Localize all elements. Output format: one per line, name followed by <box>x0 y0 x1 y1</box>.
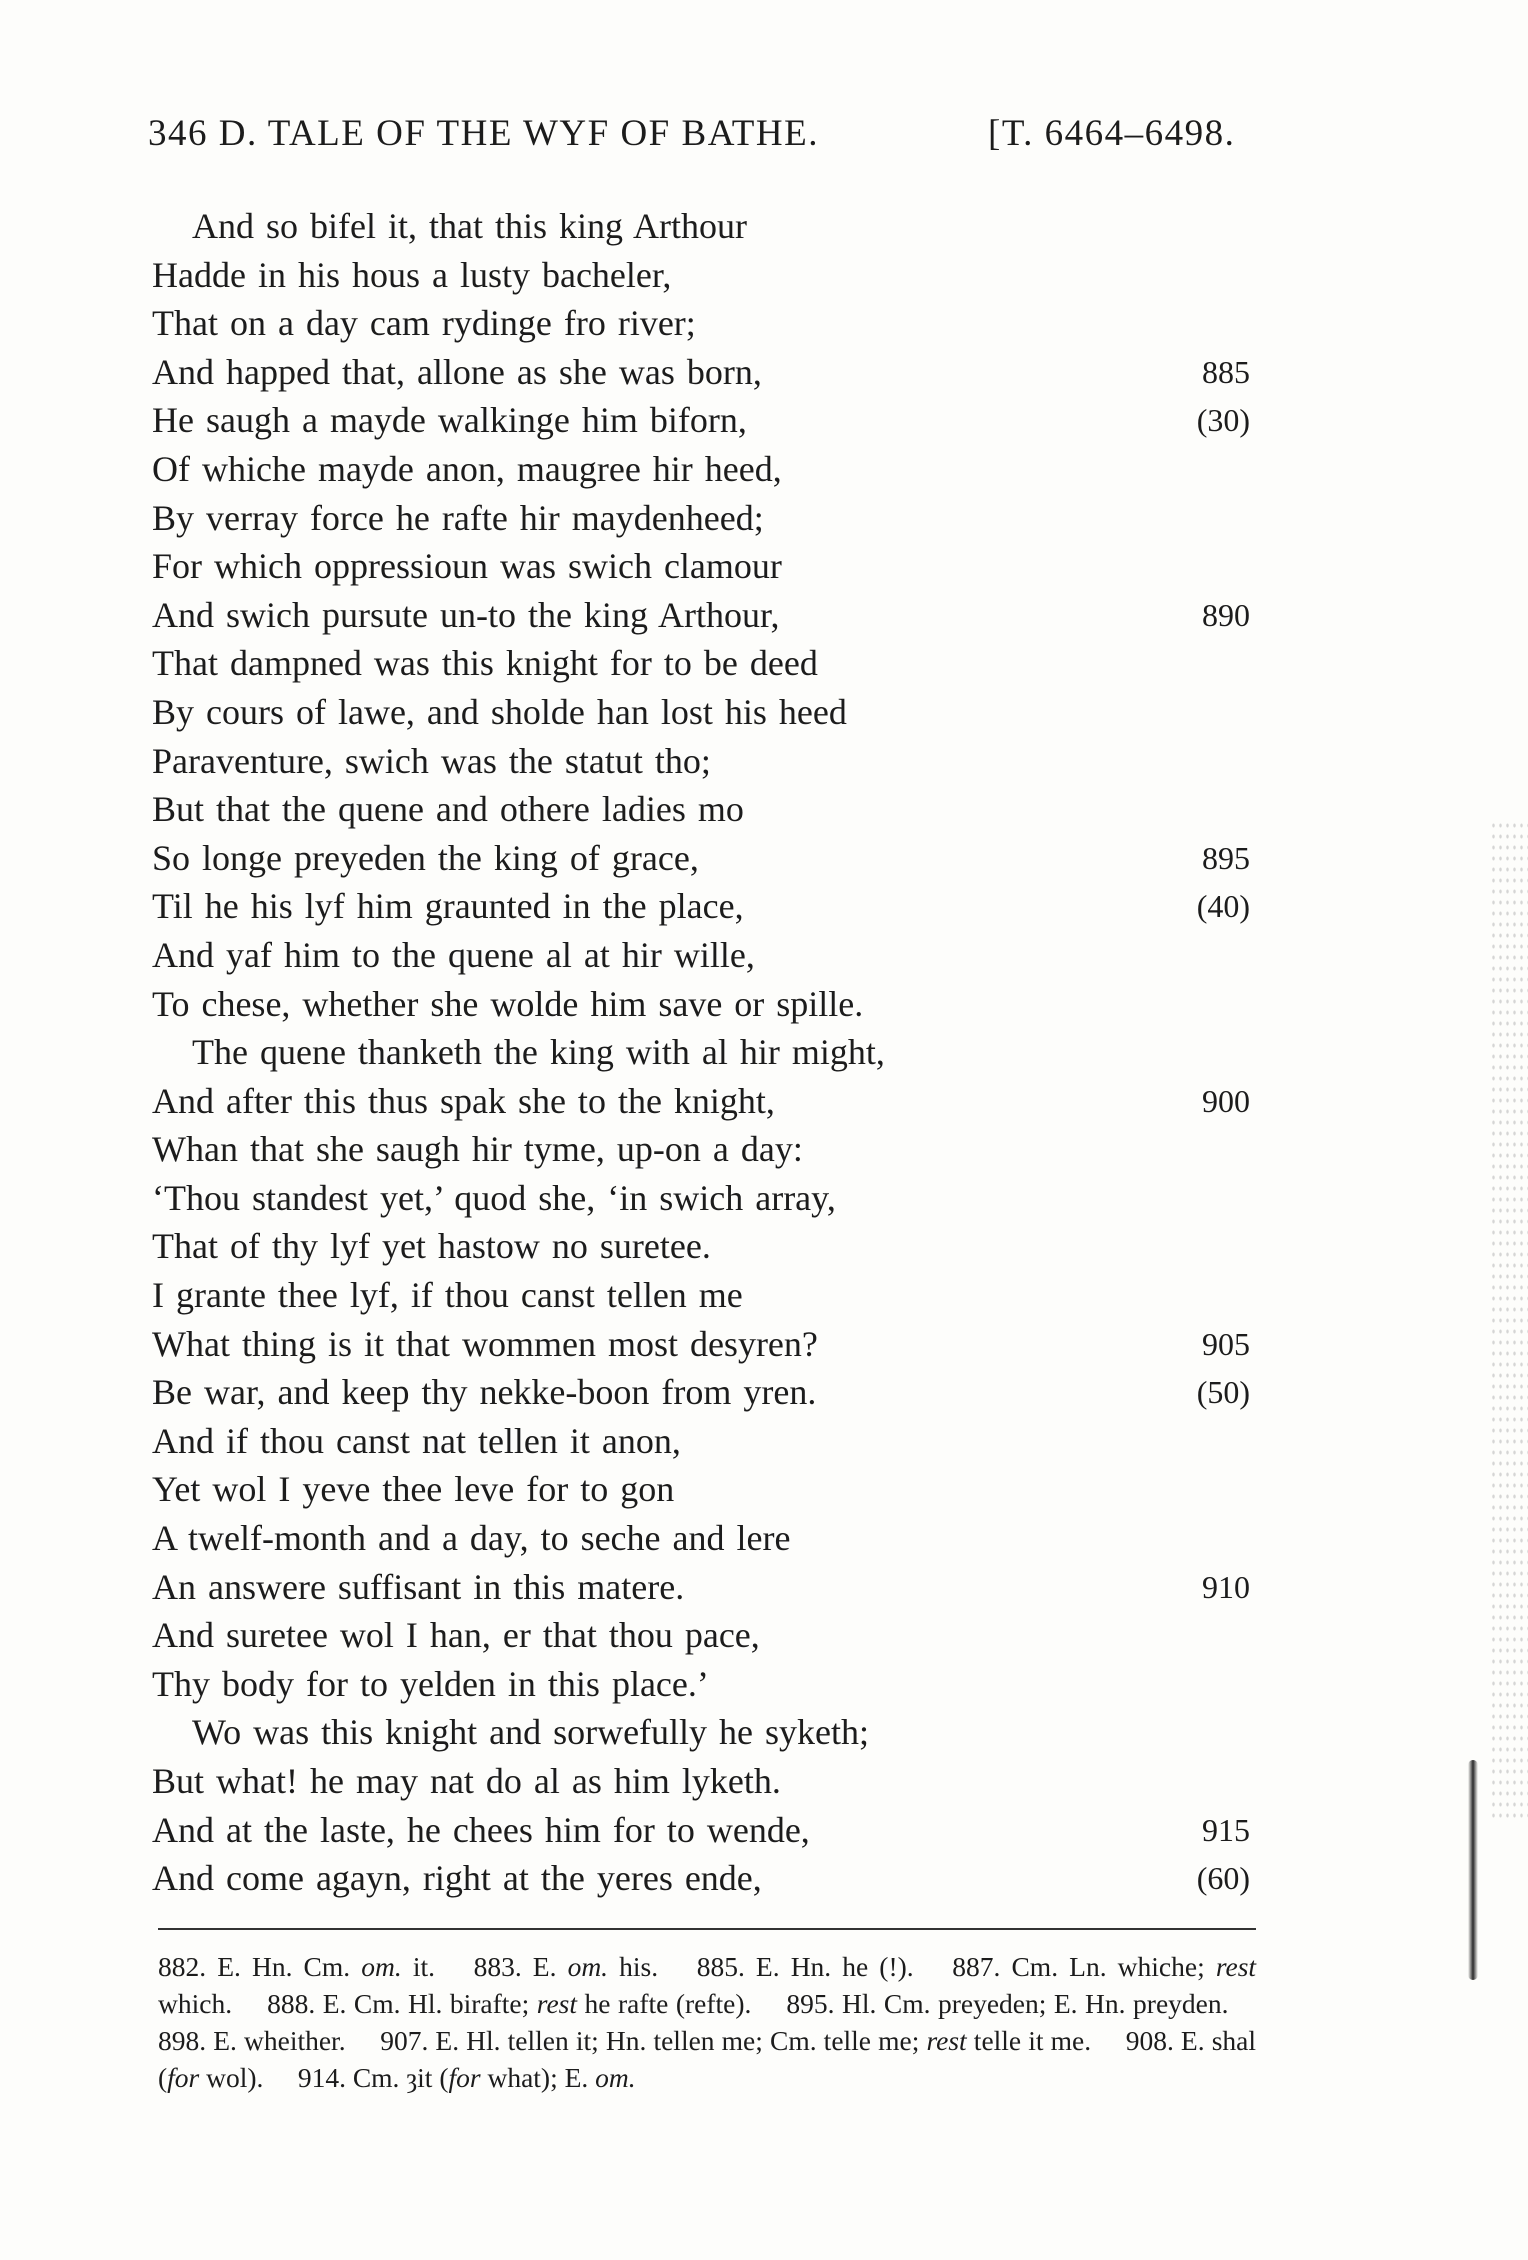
footnote-italic: rest <box>926 2025 967 2056</box>
footnote-italic: rest <box>1215 1951 1257 1982</box>
verse-line <box>0 348 1528 397</box>
footnotes <box>158 1948 1256 2096</box>
footnote-text: 895. Hl. Cm. preyeden; E. Hn. preyden. <box>786 1988 1229 2019</box>
footnote-italic: for <box>167 2062 200 2093</box>
footnote-text: 882. E. Hn. Cm. <box>158 1951 362 1982</box>
footnote <box>298 2062 636 2093</box>
verse-line <box>0 834 1528 883</box>
verse-text: Of whiche mayde anon, maugree hir heed, <box>152 448 782 489</box>
footnote-italic: om. <box>361 1951 402 1982</box>
verse-line <box>0 737 1528 786</box>
footnote <box>380 2025 1091 2056</box>
verse-line <box>0 251 1528 300</box>
verse-text: So longe preyeden the king of grace, <box>152 837 699 878</box>
verse-text: ‘Thou standest yet,’ quod she, ‘in swich array, <box>152 1177 836 1218</box>
verse-text: What thing is it that wommen most desyren? <box>152 1323 818 1364</box>
verse-text: Yet wol I yeve thee leve for to gon <box>152 1469 675 1510</box>
footnote <box>474 1951 659 1982</box>
verse-line <box>0 494 1528 543</box>
verse-text: Til he his lyf him graunted in the place, <box>152 886 744 927</box>
verse-text: For which oppressioun was swich clamour <box>152 546 782 587</box>
line-number: (50) <box>1196 1374 1250 1411</box>
verse-line <box>0 1563 1528 1612</box>
footnote-text: 908. E. shal ( <box>158 2025 1257 2093</box>
footnote-text: 883. E. <box>473 1951 568 1982</box>
verse-line <box>0 591 1528 640</box>
footnote-italic: rest <box>536 1988 577 2019</box>
footnote-divider <box>158 1928 1256 1930</box>
footnote-text: 898. E. wheither. <box>158 2025 346 2056</box>
verse-text: By cours of lawe, and sholde han lost his heed <box>152 691 847 732</box>
verse-line <box>0 1271 1528 1320</box>
footnote <box>697 1951 914 1982</box>
verse-text: That on a day cam rydinge fro river; <box>152 303 696 344</box>
verse-line <box>0 1028 1528 1077</box>
line-number: (40) <box>1196 888 1250 925</box>
line-number: 900 <box>1202 1082 1250 1119</box>
footnote-text: his. <box>608 1951 659 1982</box>
footnote <box>267 1988 751 2019</box>
verse-text: Paraventure, swich was the statut tho; <box>152 740 711 781</box>
footnote-text: wol). <box>199 2062 264 2093</box>
verse-line <box>0 1660 1528 1709</box>
line-number: 905 <box>1202 1325 1250 1362</box>
verse-text: But what! he may nat do al as him lyketh. <box>152 1761 781 1801</box>
footnote-italic: om. <box>595 2062 636 2093</box>
verse-text: And swich pursute un-to the king Arthour, <box>152 594 780 635</box>
verse-line <box>0 299 1528 348</box>
line-number: 895 <box>1202 839 1250 876</box>
footnote-text: 887. Cm. Ln. whiche; <box>952 1951 1216 1982</box>
verse-text: To chese, whether she wolde him save or spille. <box>152 983 864 1024</box>
verse-line <box>0 1417 1528 1466</box>
verse-text: A twelf-month and a day, to seche and lere <box>152 1518 791 1559</box>
verse-text: And suretee wol I han, er that thou pace, <box>152 1615 760 1656</box>
verse-line <box>0 1514 1528 1563</box>
verse-text: That of thy lyf yet hastow no suretee. <box>152 1226 711 1267</box>
footnote-italic: for <box>448 2062 481 2093</box>
footnote-text: what); E. <box>480 2062 596 2093</box>
verse-text: Be war, and keep thy nekke-boon from yren. <box>152 1372 817 1413</box>
line-number: 885 <box>1202 353 1250 390</box>
verse-text: The quene thanketh the king with al hir might, <box>192 1032 885 1073</box>
verse-line <box>0 1611 1528 1660</box>
footnote-text: which. <box>158 1988 233 2019</box>
verse-text: I grante thee lyf, if thou canst tellen me <box>152 1275 743 1316</box>
footnote-italic: om. <box>567 1951 609 1982</box>
footnote-text: 885. E. Hn. he (!). <box>696 1951 914 1982</box>
verse-line <box>0 1320 1528 1369</box>
line-number: (60) <box>1196 1860 1250 1897</box>
footnote <box>158 1951 435 1982</box>
verse-text: Thy body for to yelden in this place.’ <box>152 1663 709 1704</box>
verse-text: Whan that she saugh hir tyme, up-on a day: <box>152 1129 803 1170</box>
verse-line <box>0 1757 1528 1806</box>
verse-text: By verray force he rafte hir maydenheed; <box>152 497 764 538</box>
verse-text: And if thou canst nat tellen it anon, <box>152 1420 681 1461</box>
line-number: 890 <box>1202 596 1250 633</box>
verse-line <box>0 1222 1528 1271</box>
verse-text: Wo was this knight and sorwefully he syketh; <box>192 1712 870 1753</box>
footnote-text: it. <box>401 1951 435 1982</box>
poem-body <box>0 202 1528 1903</box>
footnote-text: he rafte (refte). <box>577 1988 752 2019</box>
verse-line <box>0 1077 1528 1126</box>
verse-line <box>0 1125 1528 1174</box>
verse-text: And happed that, allone as she was born, <box>152 351 762 392</box>
verse-text: He saugh a mayde walkinge him biforn, <box>152 400 747 441</box>
verse-line <box>0 202 1528 251</box>
verse-line <box>0 1174 1528 1223</box>
verse-line <box>0 1708 1528 1757</box>
line-number: 915 <box>1202 1811 1250 1848</box>
line-number: 910 <box>1202 1568 1250 1605</box>
verse-line <box>0 785 1528 834</box>
verse-text: And after this thus spak she to the knight, <box>152 1080 775 1121</box>
running-header <box>148 112 1248 155</box>
verse-text: And come agayn, right at the yeres ende, <box>152 1858 762 1899</box>
verse-text: But that the quene and othere ladies mo <box>152 789 744 830</box>
footnote-text: 914. Cm. ȝit ( <box>297 2062 449 2093</box>
footnote-text: telle it me. <box>966 2025 1092 2056</box>
header-line-reference: [T. 6464–6498. <box>988 113 1236 154</box>
verse-text: And so bifel it, that this king Arthour <box>192 206 747 246</box>
footnote <box>786 1988 1228 2019</box>
verse-line <box>0 882 1528 931</box>
verse-line <box>0 980 1528 1029</box>
footnote-text: 907. E. Hl. tellen it; Hn. tellen me; Cm. telle me; <box>380 2025 927 2056</box>
footnote <box>158 2025 346 2056</box>
verse-line <box>0 1806 1528 1855</box>
footnote-text: 888. E. Cm. Hl. birafte; <box>267 1988 537 2019</box>
verse-line <box>0 1854 1528 1903</box>
verse-line <box>0 1465 1528 1514</box>
verse-text: Hadde in his hous a lusty bacheler, <box>152 254 672 295</box>
verse-text: And at the laste, he chees him for to wende, <box>152 1809 810 1850</box>
verse-line <box>0 396 1528 445</box>
page-edge-shadow <box>1468 1760 1478 1980</box>
verse-line <box>0 445 1528 494</box>
verse-line <box>0 542 1528 591</box>
header-title: 346 D. TALE OF THE WYF OF BATHE. <box>148 113 819 154</box>
line-number: (30) <box>1196 402 1250 439</box>
page-edge-speckle <box>1490 820 1528 1820</box>
verse-line <box>0 931 1528 980</box>
verse-line <box>0 639 1528 688</box>
verse-text: That dampned was this knight for to be deed <box>152 643 818 684</box>
verse-text: An answere suffisant in this matere. <box>152 1566 685 1607</box>
verse-line <box>0 688 1528 737</box>
verse-line <box>0 1368 1528 1417</box>
verse-text: And yaf him to the quene al at hir wille, <box>152 934 755 975</box>
